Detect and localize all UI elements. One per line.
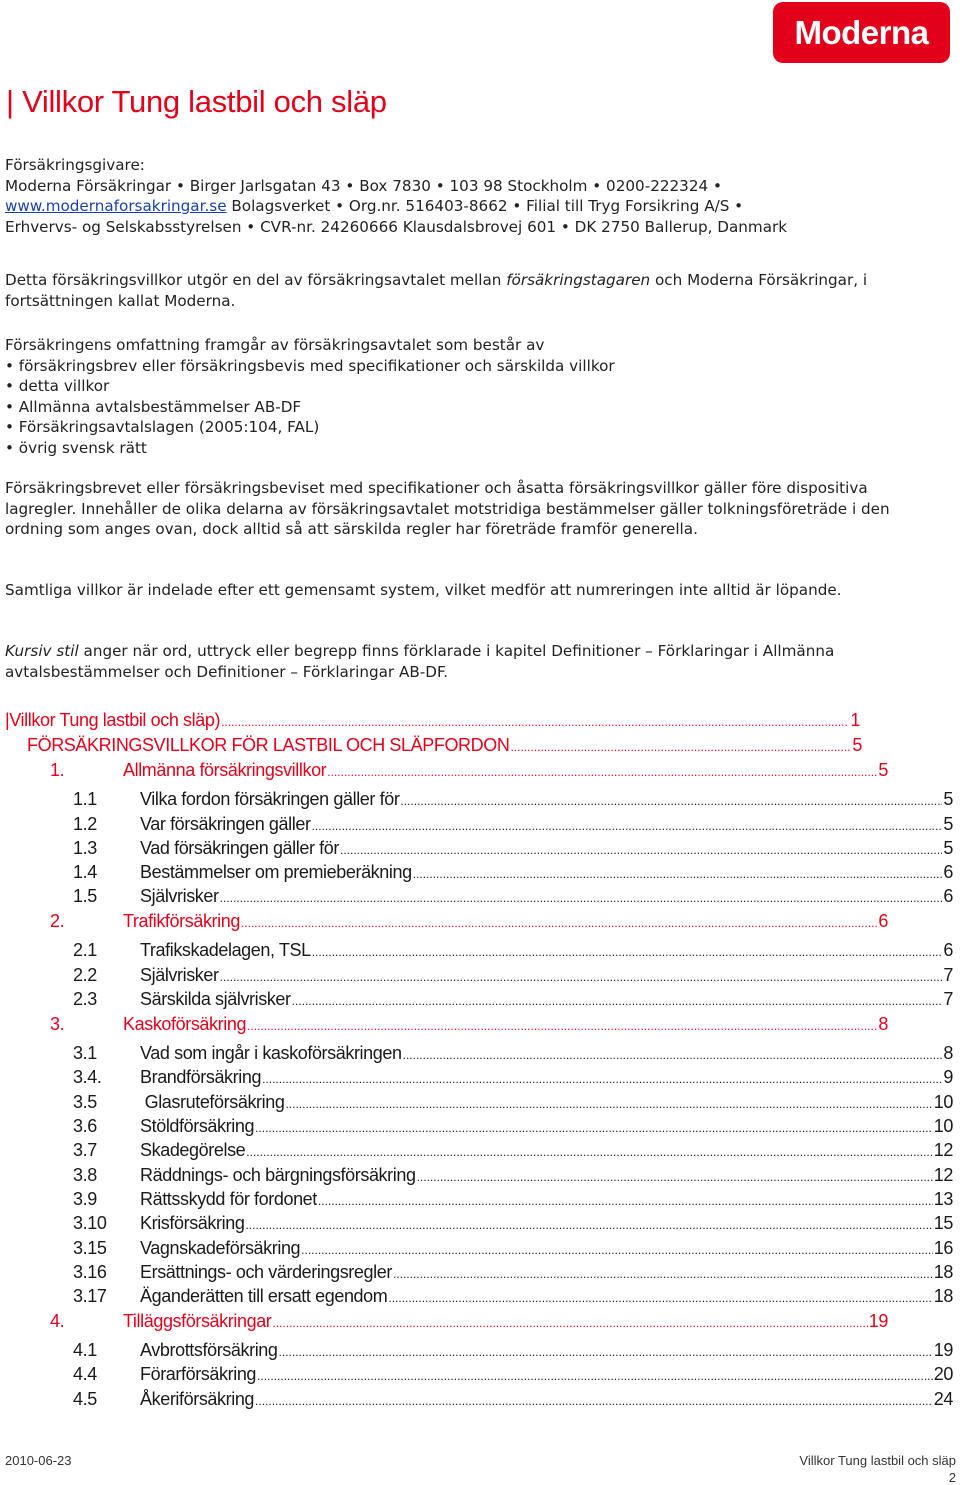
toc-entry[interactable] <box>73 1262 953 1283</box>
toc-entry-number: 4.4 <box>73 1364 97 1384</box>
footer-page-number: 2 <box>948 1470 956 1485</box>
toc-leader-dots <box>510 735 851 756</box>
toc-entry-number: 1.5 <box>73 886 97 906</box>
toc-leader-dots <box>413 862 943 883</box>
toc-entry-title: Räddnings- och bärgningsförsäkring <box>140 1165 416 1185</box>
toc-entry-number: 3.6 <box>73 1116 97 1136</box>
toc-entry-page: 5 <box>943 789 953 809</box>
toc-entry-title: Kaskoförsäkring <box>123 1014 247 1034</box>
toc-entry-title: Självrisker <box>140 965 219 985</box>
intro-paragraph-3: Försäkringsbrevet eller försäkringsbeviset med specifikationer och åsatta försäkringsvillkor gäller före dispositiva lagregler. Innehåller de olika delarna av försäkringsavtalet motstridiga bestämmelser gäller tolkningsföreträde i den ordning som anges ovan, dock alltid så att särskilda regler har företräde framför generella. <box>5 479 890 538</box>
toc-leader-dots <box>318 1189 933 1210</box>
toc-entry-title: Brandförsäkring <box>140 1067 262 1087</box>
toc-entry[interactable] <box>50 1311 888 1332</box>
toc-entry-title: Ersättnings- och värderingsregler <box>140 1262 392 1282</box>
toc-entry-number: 1.3 <box>73 838 97 858</box>
toc-entry-title: Var försäkringen gäller <box>140 814 311 834</box>
toc-entry-title: Rättsskydd för fordonet <box>140 1189 317 1209</box>
toc-entry-page: 7 <box>943 989 953 1009</box>
toc-entry-number: 4.5 <box>73 1389 97 1409</box>
toc-leader-dots <box>220 886 943 907</box>
toc-leader-dots <box>241 911 877 932</box>
toc-entry-page: 5 <box>943 838 953 858</box>
toc-leader-dots <box>403 1043 943 1064</box>
toc-entry-number: 2.1 <box>73 940 97 960</box>
insurer-line-2: www.modernaforsakringar.se Bolagsverket • Org.nr. 516403-8662 • Filial till Tryg Forsikring A/S • <box>5 197 744 215</box>
toc-leader-dots <box>312 814 943 835</box>
toc-entry-page: 6 <box>943 862 953 882</box>
scope-bullet: • övrig svensk rätt <box>5 438 147 457</box>
scope-lead: Försäkringens omfattning framgår av försäkringsavtalet som består av <box>5 336 545 354</box>
toc-leader-dots <box>285 1092 932 1113</box>
toc-entry-page: 10 <box>933 1116 953 1136</box>
toc-entry-number: 2.2 <box>73 965 97 985</box>
toc-entry[interactable] <box>73 838 953 859</box>
toc-entry[interactable] <box>5 710 860 731</box>
toc-entry-title: Avbrottsförsäkring <box>140 1340 278 1360</box>
toc-leader-dots <box>262 1067 942 1088</box>
website-link[interactable]: www.modernaforsakringar.se <box>5 197 227 215</box>
toc-leader-dots <box>221 710 849 731</box>
toc-entry-page: 15 <box>933 1213 953 1233</box>
toc-entry-number: 4. <box>50 1311 65 1331</box>
toc-leader-dots <box>327 760 877 781</box>
term-kursiv-stil: Kursiv stil <box>5 642 79 660</box>
toc-entry-page: 13 <box>933 1189 953 1209</box>
toc-entry-page: 18 <box>933 1262 953 1282</box>
toc-entry[interactable] <box>73 1340 953 1361</box>
toc-leader-dots <box>255 1389 933 1410</box>
toc-entry-page: 24 <box>933 1389 953 1409</box>
intro-paragraph-1: Detta försäkringsvillkor utgör en del av försäkringsavtalet mellan försäkringstagaren och Moderna Försäkringar, i fortsättningen kallat Moderna. <box>5 271 868 310</box>
toc-entry[interactable] <box>73 1092 953 1113</box>
toc-entry-title: Vad försäkringen gäller för <box>140 838 339 858</box>
toc-leader-dots <box>388 1286 932 1307</box>
toc-entry-number: 2. <box>50 911 65 931</box>
intro-paragraph-4: Samtliga villkor är indelade efter ett gemensamt system, vilket medför att numreringen inte alltid är löpande. <box>5 581 842 599</box>
toc-entry-title: Vilka fordon försäkringen gäller för <box>140 789 400 809</box>
toc-entry-page: 9 <box>943 1067 953 1087</box>
toc-entry-page: 20 <box>933 1364 953 1384</box>
toc-entry-page: 6 <box>943 940 953 960</box>
scope-bullet: • försäkringsbrev eller försäkringsbevis med specifikationer och särskilda villkor <box>5 356 615 375</box>
toc-entry-number: 3.17 <box>73 1286 107 1306</box>
toc-entry[interactable] <box>73 1116 953 1137</box>
toc-entry-page: 6 <box>943 886 953 906</box>
toc-entry-page: 5 <box>852 735 862 755</box>
insurer-line-3: Erhvervs- og Selskabsstyrelsen • CVR-nr. 24260666 Klausdalsbrovej 601 • DK 2750 Ballerup, Danmark <box>5 217 788 236</box>
toc-entry-title: Vad som ingår i kaskoförsäkringen <box>140 1043 402 1063</box>
toc-entry-number: 3.9 <box>73 1189 97 1209</box>
toc-entry-number: 2.3 <box>73 989 97 1009</box>
toc-entry[interactable] <box>50 1014 888 1035</box>
toc-leader-dots <box>400 789 942 810</box>
toc-entry-title: FÖRSÄKRINGSVILLKOR FÖR LASTBIL OCH SLÄPFORDON <box>27 735 510 755</box>
toc-entry[interactable] <box>73 1238 953 1259</box>
toc-leader-dots <box>255 1116 933 1137</box>
toc-entry-number: 3.4. <box>73 1067 102 1087</box>
toc-entry[interactable] <box>73 1389 953 1410</box>
toc-leader-dots <box>417 1165 933 1186</box>
toc-entry-number: 4.1 <box>73 1340 97 1360</box>
toc-entry[interactable] <box>73 1213 953 1234</box>
toc-entry-title: Glasruteförsäkring <box>140 1092 285 1112</box>
scope-bullet: • detta villkor <box>5 377 110 395</box>
toc-leader-dots <box>245 1213 932 1234</box>
insurer-block <box>5 155 935 237</box>
toc-leader-dots <box>246 1140 932 1161</box>
toc-entry-number: 3. <box>50 1014 65 1034</box>
toc-entry[interactable] <box>73 1067 953 1088</box>
toc-entry[interactable] <box>73 1189 953 1210</box>
toc-leader-dots <box>292 989 943 1010</box>
toc-entry-page: 6 <box>878 911 888 931</box>
toc-entry-page: 16 <box>933 1238 953 1258</box>
toc-entry[interactable] <box>73 1165 953 1186</box>
toc-leader-dots <box>301 1238 933 1259</box>
toc-entry-title: Allmänna försäkringsvillkor <box>123 760 327 780</box>
toc-entry-title: Äganderätten till ersatt egendom <box>140 1286 388 1306</box>
toc-entry[interactable] <box>73 862 953 883</box>
toc-entry[interactable] <box>73 814 953 835</box>
toc-entry-title: Förarförsäkring <box>140 1364 257 1384</box>
toc-entry[interactable] <box>50 760 888 781</box>
toc-entry[interactable] <box>73 886 953 907</box>
toc-entry-page: 12 <box>933 1140 953 1160</box>
toc-entry[interactable] <box>73 940 953 961</box>
toc-entry-number: 3.8 <box>73 1165 97 1185</box>
moderna-logo: Moderna <box>773 2 950 63</box>
toc-leader-dots <box>220 965 943 986</box>
toc-entry-page: 7 <box>943 965 953 985</box>
footer-doc-title: Villkor Tung lastbil och släp <box>799 1453 956 1468</box>
toc-entry-title: Självrisker <box>140 886 219 906</box>
toc-leader-dots <box>279 1340 933 1361</box>
toc-entry-number: 3.15 <box>73 1238 107 1258</box>
toc-entry[interactable] <box>73 965 953 986</box>
toc-entry-page: 1 <box>850 710 860 730</box>
toc-entry-number: 3.5 <box>73 1092 97 1112</box>
page-title: | Villkor Tung lastbil och släp <box>6 84 387 119</box>
toc-entry-number: 1.4 <box>73 862 97 882</box>
toc-entry-title: Trafikskadelagen, TSL <box>140 940 311 960</box>
toc-entry-number: 3.10 <box>73 1213 107 1233</box>
toc-entry-title: Stöldförsäkring <box>140 1116 255 1136</box>
toc-entry-page: 12 <box>933 1165 953 1185</box>
footer-date: 2010-06-23 <box>5 1453 72 1468</box>
toc-leader-dots <box>257 1364 933 1385</box>
toc-entry-title: Vagnskadeförsäkring <box>140 1238 301 1258</box>
scope-block <box>5 335 935 458</box>
toc-entry[interactable] <box>73 789 953 810</box>
scope-bullet: • Försäkringsavtalslagen (2005:104, FAL) <box>5 418 320 436</box>
toc-leader-dots <box>393 1262 933 1283</box>
toc-entry-page: 5 <box>878 760 888 780</box>
toc-entry[interactable] <box>27 735 862 756</box>
toc-entry-title: Särskilda självrisker <box>140 989 291 1009</box>
toc-entry-number: 3.1 <box>73 1043 97 1063</box>
intro-paragraph-5: Kursiv stil anger när ord, uttryck eller begrepp finns förklarade i kapitel Definitioner – Förklaringar i Allmänna avtalsbestämmelser och Definitioner – Förklaringar AB-DF. <box>5 642 835 681</box>
term-forsakringstagaren: försäkringstagaren <box>506 271 651 289</box>
toc-entry[interactable] <box>73 1043 953 1064</box>
toc-entry-title: Skadegörelse <box>140 1140 246 1160</box>
toc-entry[interactable] <box>73 1286 953 1307</box>
toc-leader-dots <box>312 940 943 961</box>
toc-entry-number: 1. <box>50 760 65 780</box>
toc-entry-page: 8 <box>878 1014 888 1034</box>
toc-entry[interactable] <box>50 911 888 932</box>
toc-entry-page: 5 <box>943 814 953 834</box>
toc-entry-page: 18 <box>933 1286 953 1306</box>
toc-entry-title: Åkeriförsäkring <box>140 1389 255 1409</box>
toc-entry[interactable] <box>73 1140 953 1161</box>
toc-leader-dots <box>340 838 942 859</box>
toc-entry[interactable] <box>73 989 953 1010</box>
toc-leader-dots <box>272 1311 867 1332</box>
insurer-line-1: Moderna Försäkringar • Birger Jarlsgatan 43 • Box 7830 • 103 98 Stockholm • 0200-222324 • <box>5 176 722 195</box>
toc-entry-number: 3.16 <box>73 1262 107 1282</box>
toc-leader-dots <box>247 1014 877 1035</box>
toc-entry-page: 8 <box>943 1043 953 1063</box>
toc-entry-page: 19 <box>933 1340 953 1360</box>
toc-entry-title: |Villkor Tung lastbil och släp) <box>5 710 221 730</box>
toc-entry-number: 1.2 <box>73 814 97 834</box>
toc-entry-page: 10 <box>933 1092 953 1112</box>
toc-entry-number: 1.1 <box>73 789 97 809</box>
insurer-label: Försäkringsgivare: <box>5 156 145 174</box>
toc-entry-title: Tilläggsförsäkringar <box>123 1311 272 1331</box>
toc-entry-title: Trafikförsäkring <box>123 911 240 931</box>
toc-entry-title: Bestämmelser om premieberäkning <box>140 862 412 882</box>
toc-entry[interactable] <box>73 1364 953 1385</box>
toc-entry-page: 19 <box>868 1311 888 1331</box>
toc-entry-number: 3.7 <box>73 1140 97 1160</box>
toc-entry-title: Krisförsäkring <box>140 1213 245 1233</box>
scope-bullet: • Allmänna avtalsbestämmelser AB-DF <box>5 397 302 416</box>
